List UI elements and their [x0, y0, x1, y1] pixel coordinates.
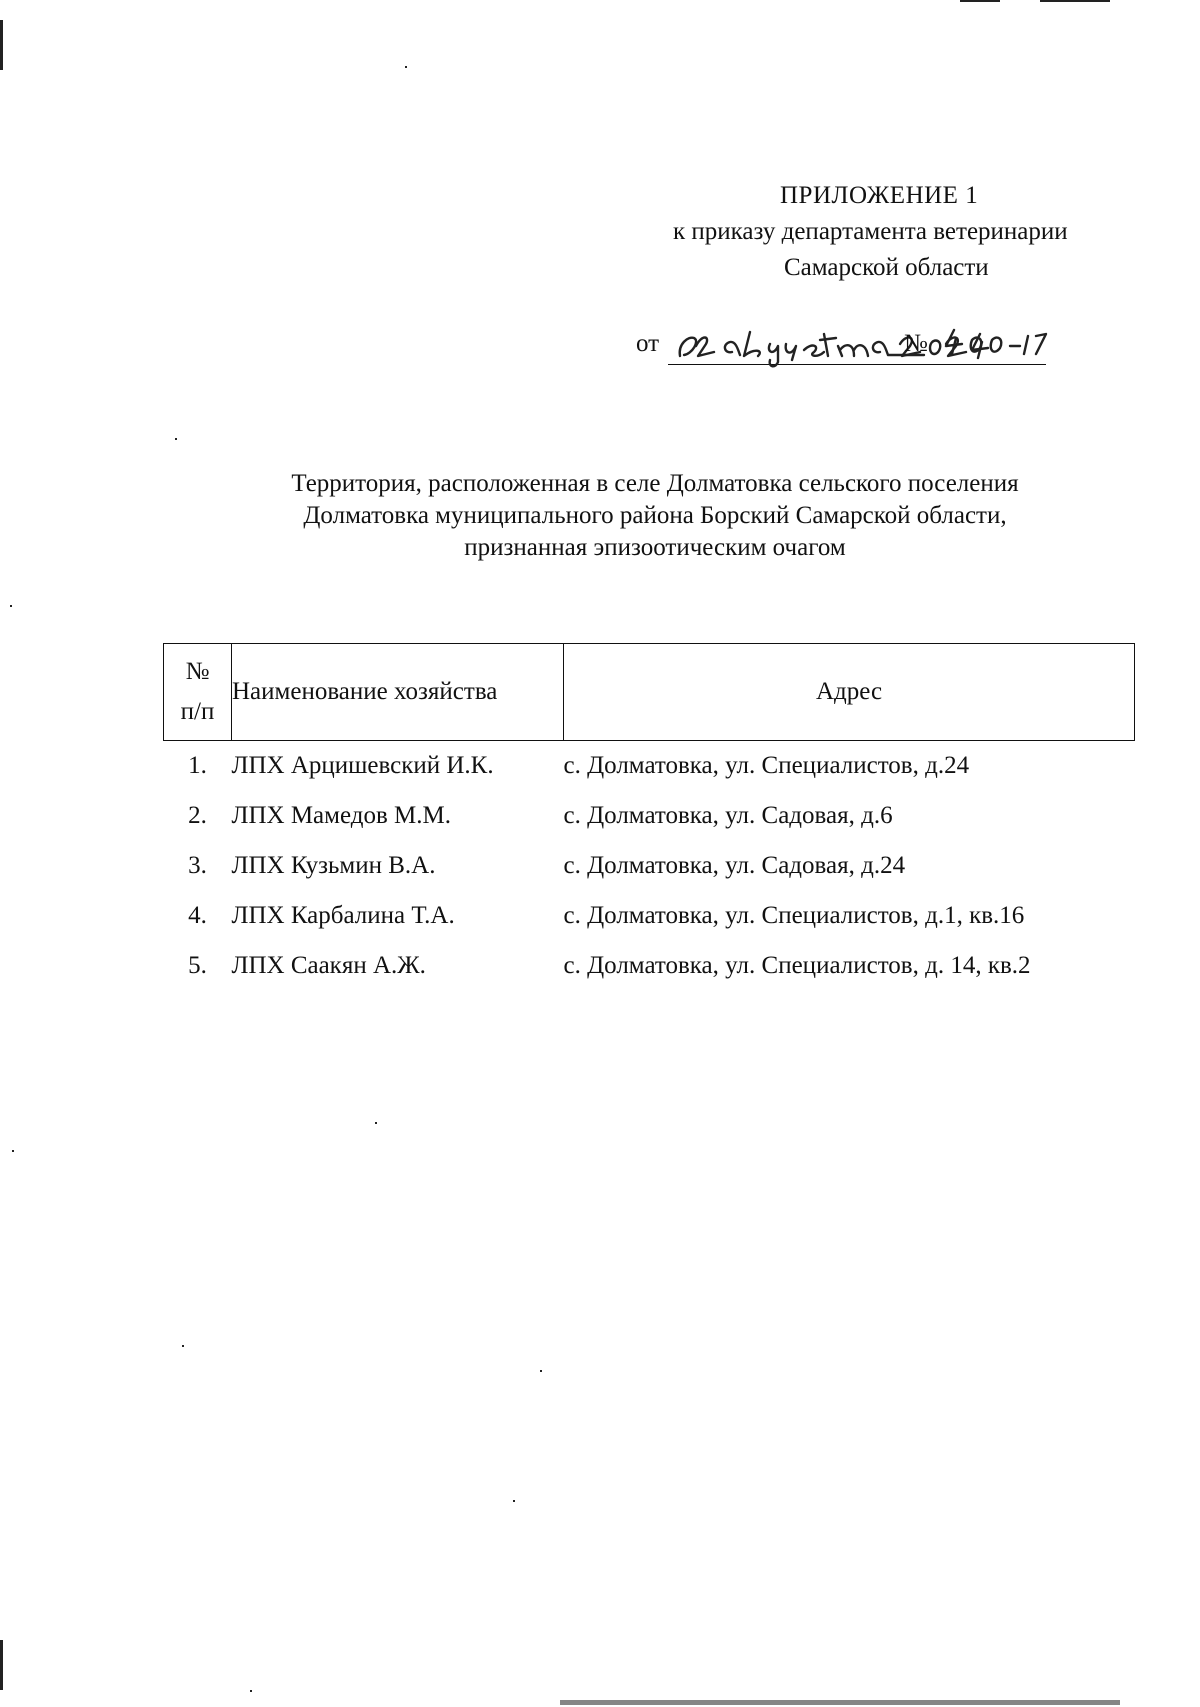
row-address: с. Долматовка, ул. Специалистов, д. 14, кв.2	[563, 952, 1031, 979]
appendix-subtitle-region: Самарской области	[784, 254, 989, 281]
row-address: с. Долматовка, ул. Специалистов, д.24	[563, 752, 970, 779]
scan-dot	[960, 0, 1000, 2]
row-address: с. Долматовка, ул. Садовая, д.24	[563, 852, 906, 879]
row-number: 2.	[188, 802, 207, 829]
order-number-label: №	[904, 330, 928, 357]
scan-edge-mark	[0, 20, 3, 70]
scan-dot	[513, 1500, 515, 1502]
scan-dot	[12, 1150, 14, 1152]
table-row	[164, 841, 1135, 891]
row-number: 1.	[188, 752, 207, 779]
header-number-symbol: №	[185, 658, 210, 685]
document-title-line: Долматовка муниципального района Борский Самарской области,	[303, 502, 1007, 529]
row-number: 3.	[188, 852, 207, 879]
order-reference-line	[636, 320, 1126, 368]
handwritten-order-number	[942, 324, 1052, 364]
scan-dot	[540, 1370, 542, 1372]
header-number-abbr: п/п	[180, 698, 215, 725]
table-row	[164, 791, 1135, 841]
order-from-label: от	[636, 330, 660, 357]
table-row	[164, 941, 1135, 991]
row-number: 5.	[188, 952, 207, 979]
row-farm-name: ЛПХ Карбалина Т.А.	[231, 902, 455, 929]
document-title	[140, 468, 1170, 564]
scan-dot	[1040, 0, 1110, 2]
scan-dot	[10, 605, 12, 607]
farms-table	[163, 643, 1135, 991]
row-number: 4.	[188, 902, 207, 929]
header-number	[164, 644, 232, 741]
table-row	[164, 891, 1135, 941]
scan-dot	[375, 1122, 377, 1124]
document-title-line: признанная эпизоотическим очагом	[464, 534, 846, 561]
row-address: с. Долматовка, ул. Специалистов, д.1, кв.16	[563, 902, 1025, 929]
scan-dot	[182, 1345, 184, 1347]
row-farm-name: ЛПХ Мамедов М.М.	[231, 802, 451, 829]
table-row	[164, 741, 1135, 792]
scan-dot	[175, 438, 177, 440]
table-header-row	[164, 644, 1135, 741]
scan-edge-mark	[0, 1640, 3, 1690]
scan-dot	[405, 66, 407, 68]
header-farm-name: Наименование хозяйства	[232, 644, 564, 741]
header-address: Адрес	[564, 644, 1135, 741]
row-address: с. Долматовка, ул. Садовая, д.6	[563, 802, 893, 829]
row-farm-name: ЛПХ Арцишевский И.К.	[231, 752, 494, 779]
row-farm-name: ЛПХ Саакян А.Ж.	[231, 952, 426, 979]
scan-dot	[250, 1690, 252, 1692]
row-farm-name: ЛПХ Кузьмин В.А.	[231, 852, 436, 879]
appendix-subtitle-order-ref: к приказу департамента ветеринарии	[673, 218, 1068, 245]
scan-bottom-bleed	[560, 1700, 1120, 1705]
appendix-title: ПРИЛОЖЕНИЕ 1	[780, 182, 979, 209]
document-title-line: Территория, расположенная в селе Долматовка сельского поселения	[291, 470, 1019, 497]
